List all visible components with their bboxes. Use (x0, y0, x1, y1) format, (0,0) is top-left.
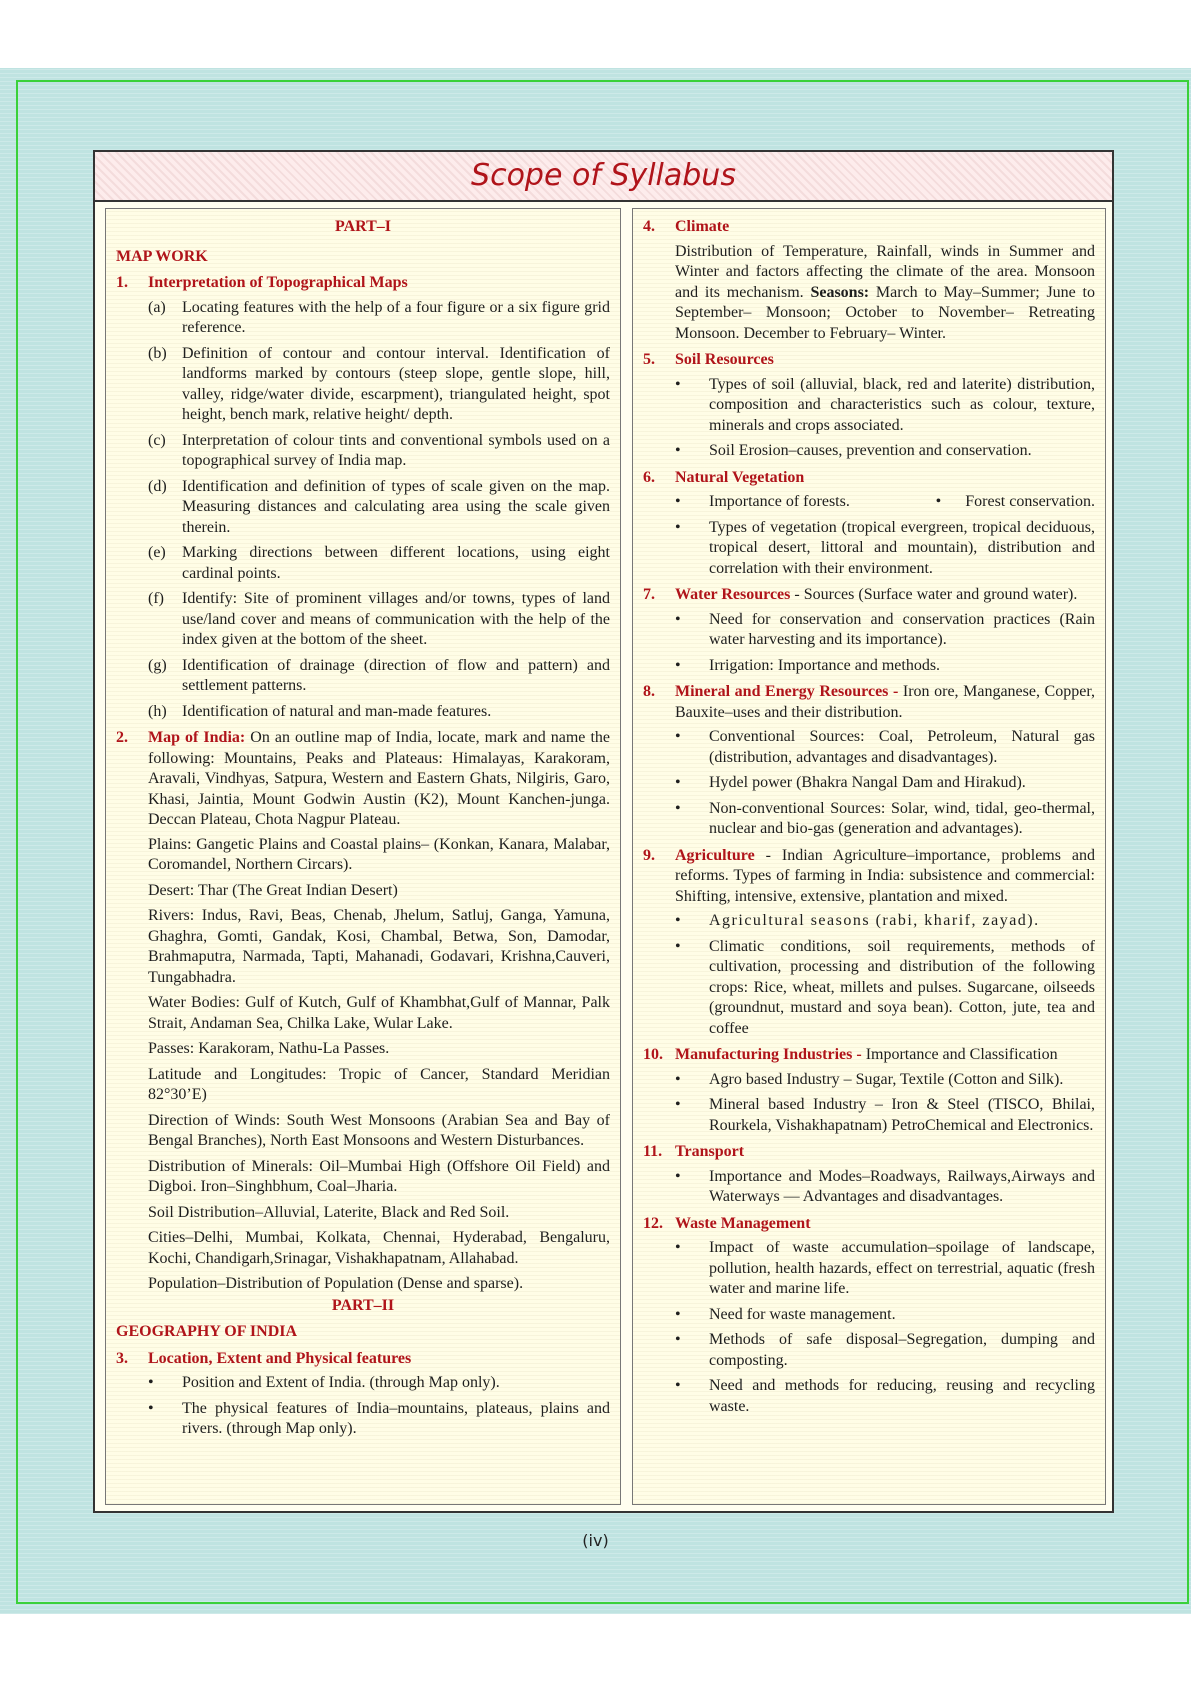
map-paragraph: Desert: Thar (The Great Indian Desert) (148, 881, 398, 899)
bullet-item (643, 1095, 1095, 1136)
bullet-text: The physical features of India–mountains, plateaus, plains and rivers. (through Map only). (182, 1399, 610, 1437)
climate-paragraph (643, 242, 1095, 345)
section-12 (643, 1214, 1095, 1235)
section-number: 1. (116, 274, 128, 291)
page-number: (iv) (582, 1531, 609, 1550)
section-1 (116, 273, 610, 294)
section-7 (643, 585, 1095, 606)
bullet-item (643, 1376, 1095, 1417)
section-number: 7. (643, 586, 655, 603)
bullet-pair (643, 492, 1095, 513)
bullet-item (643, 773, 1095, 794)
map-paragraph: Plains: Gangetic Plains and Coastal plains– (Konkan, Kanara, Malabar, Coromandel, Northern Circars). (148, 835, 610, 873)
map-paragraph: Cities–Delhi, Mumbai, Kolkata, Chennai, Hyderabad, Bengaluru, Kochi, Chandigarh,Srinagar, Vishakhapatnam, Allahabad. (148, 1229, 610, 1267)
list-item (116, 298, 610, 339)
section-title: Mineral and Energy Resources - (675, 683, 899, 700)
bullet-text: Forest conservation. (965, 493, 1095, 510)
section-title: Manufacturing Industries - (675, 1046, 862, 1063)
seasons-text: March to May–Summer; June to September– Monsoon; October to November– Retreating Monsoon. December to February– Winter. (675, 283, 1095, 342)
list-item (116, 344, 610, 426)
section-number: 3. (116, 1349, 128, 1367)
section-number: 4. (643, 218, 655, 235)
bullet-icon: • (675, 656, 681, 674)
section-6 (643, 468, 1095, 489)
item-text: Locating features with the help of a four figure or a six figure grid reference. (182, 298, 610, 336)
bullet-icon: • (675, 610, 681, 628)
map-paragraph: Latitude and Longitudes: Tropic of Cancer, Standard Meridian 82°30’E) (148, 1065, 610, 1103)
bullet-icon: • (675, 912, 683, 929)
bullet-item (643, 937, 1095, 1040)
bullet-icon: • (675, 1096, 681, 1113)
part-two-heading: PART–II (331, 1296, 395, 1314)
title-band (95, 152, 1112, 202)
bullet-item (643, 375, 1095, 437)
bullet-text: Need for waste management. (709, 1305, 896, 1323)
bullet-icon: • (675, 799, 681, 817)
bullet-icon: • (675, 1305, 681, 1323)
bullet-text: Irrigation: Importance and methods. (709, 656, 941, 674)
bullet-text: Climatic conditions, soil requirements, methods of cultivation, processing and distribution of the following crops: Rice, wheat, millets and pulses. Sugarcane, oilseeds (groundnut, mustard and soya bean). Cotton, jute, tea and coffee (709, 937, 1095, 1037)
list-item (116, 589, 610, 651)
bullet-icon: • (675, 1331, 681, 1348)
left-column (105, 208, 621, 1505)
bullet-item (643, 610, 1095, 651)
geography-of-india-heading: GEOGRAPHY OF INDIA (116, 1323, 298, 1340)
section-title: Map of India: (148, 729, 246, 746)
bullet-icon: • (675, 518, 681, 536)
map-paragraph: Soil Distribution–Alluvial, Laterite, Black and Red Soil. (148, 1203, 510, 1221)
bullet-item (643, 727, 1095, 768)
map-paragraph: Rivers: Indus, Ravi, Beas, Chenab, Jhelum, Satluj, Ganga, Yamuna, Ghaghra, Gomti, Gandak, Kosi, Chambal, Betwa, Son, Damodar, Brahmaputra, Narmada, Tapti, Mahanadi, Godavari, Krishna,Cauveri, Tungabhadra. (148, 907, 610, 986)
section-5 (643, 350, 1095, 371)
item-text: Identification of natural and man-made features. (182, 702, 492, 720)
section-number: 8. (643, 683, 655, 700)
item-text: Identify: Site of prominent villages and/or towns, types of land use/land cover and means of communication with the help of the index given at the bottom of the sheet. (182, 590, 610, 648)
bullet-text: Agro based Industry – Sugar, Textile (Cotton and Silk). (709, 1070, 1064, 1088)
section-4 (643, 217, 1095, 238)
section-3 (116, 1349, 610, 1370)
list-item (116, 702, 610, 723)
item-text: Marking directions between different locations, using eight cardinal points. (182, 544, 610, 582)
item-letter: (g) (148, 656, 167, 674)
item-letter: (a) (148, 298, 166, 316)
bullet-item (643, 799, 1095, 840)
syllabus-card (93, 150, 1114, 1513)
bullet-item (116, 1373, 610, 1394)
item-text: Identification of drainage (direction of flow and pattern) and settlement patterns. (182, 656, 610, 694)
item-letter: (c) (148, 431, 166, 449)
bullet-text: Non-conventional Sources: Solar, wind, tidal, geo-thermal, nuclear and bio-gas (generation and advantages). (709, 799, 1095, 837)
bullet-text: Position and Extent of India. (through Map only). (182, 1374, 500, 1391)
bullet-text: Methods of safe disposal–Segregation, dumping and composting. (709, 1331, 1095, 1369)
section-title: Water Resources (675, 586, 791, 603)
section-text: Importance and Classification (861, 1046, 1058, 1063)
bullet-icon: • (675, 375, 681, 393)
section-text: Iron ore, Manganese, Copper, Bauxite–uses and their distribution. (675, 683, 1096, 721)
bullet-text: Need for conservation and conservation practices (Rain water harvesting and its importance). (709, 610, 1095, 648)
item-letter: (e) (148, 544, 166, 561)
bullet-text: Need and methods for reducing, reusing and recycling waste. (709, 1377, 1095, 1415)
item-letter: (b) (148, 344, 167, 362)
bullet-text: Conventional Sources: Coal, Petroleum, Natural gas (distribution, advantages and disadvantages). (709, 728, 1095, 766)
section-title: Transport (675, 1143, 745, 1160)
bullet-item (643, 1305, 1095, 1326)
right-column (632, 208, 1106, 1505)
bullet-item (643, 656, 1095, 677)
bullet-icon: • (675, 774, 681, 791)
list-item (116, 477, 610, 539)
map-paragraph: Distribution of Minerals: Oil–Mumbai High (Offshore Oil Field) and Digboi. Iron–Singhbhum, Coal–Jharia. (148, 1157, 610, 1195)
bullet-text-second: • Forest conservation. (935, 493, 1095, 510)
bullet-item (643, 1070, 1095, 1091)
bullet-item (643, 911, 1095, 932)
climate-text: Distribution of Temperature, Rainfall, winds in Summer and Winter and factors affecting the climate of the area. Monsoon and its mechanism. (675, 242, 1095, 301)
bullet-text: Types of vegetation (tropical evergreen, tropical deciduous, tropical desert, littoral and mountain), distribution and correlation with their environment. (709, 518, 1095, 577)
map-paragraph: Water Bodies: Gulf of Kutch, Gulf of Khambhat,Gulf of Mannar, Palk Strait, Andaman Sea, Chilka Lake, Wular Lake. (148, 994, 610, 1032)
section-9 (643, 846, 1095, 908)
bullet-icon: • (675, 1239, 681, 1256)
list-item (116, 656, 610, 697)
section-title: Interpretation of Topographical Maps (148, 274, 408, 291)
bullet-icon: • (675, 1377, 681, 1394)
map-paragraph: Direction of Winds: South West Monsoons (Arabian Sea and Bay of Bengal Branches), North East Monsoons and Western Disturbances. (148, 1111, 610, 1149)
section-title: Waste Management (675, 1214, 811, 1232)
bullet-text: Soil Erosion–causes, prevention and conservation. (709, 442, 1032, 459)
bullet-icon: • (675, 442, 681, 459)
section-title: Location, Extent and Physical features (148, 1349, 412, 1367)
item-text: Definition of contour and contour interval. Identification of landforms marked by contours (steep slope, gentle slope, hill, valley, ridge/water divide, escarpment), triangulated height, spot height, bench mark, relative height/ depth. (182, 344, 610, 423)
map-paragraph: Population–Distribution of Population (Dense and sparse). (148, 1275, 524, 1292)
bullet-text: Mineral based Industry – Iron & Steel (TISCO, Bhilai, Rourkela, Vishakhapatnam) PetroChemical and Electronics. (709, 1096, 1095, 1134)
bullet-item (643, 1167, 1095, 1208)
section-number: 2. (116, 729, 128, 746)
list-item (116, 431, 610, 472)
map-work-heading: MAP WORK (116, 247, 208, 265)
bullet-icon: • (148, 1374, 154, 1391)
section-8 (643, 682, 1095, 723)
bullet-text: Importance of forests. (709, 493, 850, 510)
section-text: - Sources (Surface water and ground water). (790, 586, 1078, 603)
item-letter: (d) (148, 477, 167, 495)
item-text: Identification and definition of types of scale given on the map. Measuring distances and calculating area using the scale given therein. (182, 477, 610, 536)
section-10 (643, 1045, 1095, 1066)
bullet-icon: • (675, 1070, 681, 1088)
section-title: Agriculture (675, 846, 755, 864)
map-paragraph: Passes: Karakoram, Nathu-La Passes. (148, 1040, 390, 1057)
page-title: Scope of Syllabus (471, 158, 736, 193)
section-number: 9. (643, 846, 655, 864)
section-text: - Indian Agriculture–importance, problems and reforms. Types of farming in India: subsistence and commercial: Shifting, intensive, extensive, plantation and mixed. (675, 846, 1095, 905)
seasons-label: Seasons: (810, 283, 870, 301)
item-letter: (f) (148, 590, 164, 607)
bullet-icon: • (675, 493, 681, 510)
bullet-item (643, 1238, 1095, 1300)
bullet-icon: • (148, 1399, 154, 1417)
part-one-heading: PART–I (334, 218, 392, 235)
section-number: 12. (643, 1214, 663, 1232)
item-text: Interpretation of colour tints and conventional symbols used on a topographical survey of India map. (182, 431, 610, 469)
bullet-text: Types of soil (alluvial, black, red and laterite) distribution, composition and characteristics such as colour, texture, minerals and crops associated. (709, 375, 1095, 434)
bullet-text: Impact of waste accumulation–spoilage of landscape, pollution, health hazards, effect on terrestrial, aquatic (fresh water and marine life. (709, 1239, 1095, 1297)
item-letter: (h) (148, 702, 167, 720)
bullet-item (643, 518, 1095, 580)
list-item (116, 543, 610, 584)
bullet-icon: • (675, 937, 681, 955)
section-intro: On an outline map of India, locate, mark and name the following: Mountains, Peaks and Plateaus: Himalayas, Karakoram, Aravali, Vindhyas, Satpura, Western and Eastern Ghats, Nilgiris, Garo, Khasi, Jaintia, Mount Godwin Austin (K2), Mount Kanchen-junga. Deccan Plateau, Chota Nagpur Plateau. (148, 729, 611, 828)
section-number: 6. (643, 468, 655, 486)
bullet-text: Hydel power (Bhakra Nangal Dam and Hirakud). (709, 774, 1026, 791)
bullet-text: Importance and Modes–Roadways, Railways,Airways and Waterways — Advantages and disadvantages. (709, 1167, 1095, 1205)
section-11 (643, 1142, 1095, 1163)
bullet-icon: • (675, 1167, 681, 1185)
section-title: Soil Resources (675, 351, 774, 368)
bullet-item (643, 441, 1095, 462)
section-number: 11. (643, 1143, 663, 1160)
section-title: Natural Vegetation (675, 468, 805, 486)
bullet-icon: • (675, 728, 681, 745)
section-number: 5. (643, 351, 655, 368)
section-2 (116, 728, 610, 831)
bullet-item (116, 1399, 610, 1440)
bullet-item (643, 1330, 1095, 1371)
section-title: Climate (675, 218, 730, 235)
section-number: 10. (643, 1046, 663, 1063)
bullet-text: Agricultural seasons (rabi, kharif, zayad). (709, 912, 1040, 929)
